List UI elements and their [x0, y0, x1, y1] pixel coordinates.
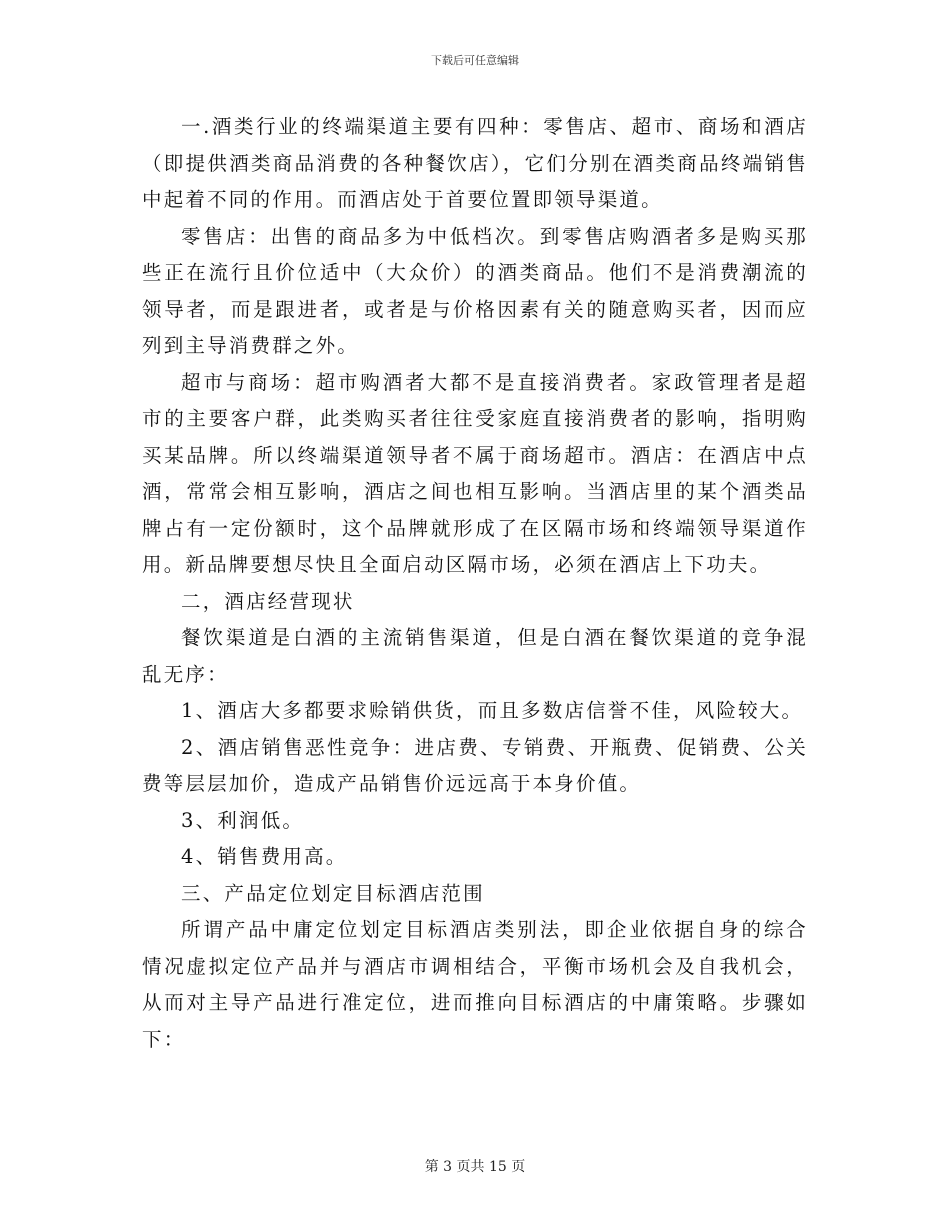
page-header: 下载后可任意编辑 — [431, 54, 519, 67]
paragraph-supermarket-mall: 超市与商场：超市购酒者大都不是直接消费者。家政管理者是超市的主要客户群，此类购买者往往受家庭直接消费者的影响，指明购买某品牌。所以终端渠道领导者不属于商场超市。酒店：在酒店中点酒，常常会相互影响，酒店之间也相互影响。当酒店里的某个酒类品牌占有一定份额时，这个品牌就形成了在区隔市场和终端领导渠道作用。新品牌要想尽快且全面启动区隔市场，必须在酒店上下功夫。 — [142, 370, 808, 576]
paragraph-retail-store: 零售店：出售的商品多为中低档次。到零售店购酒者多是购买那些正在流行且价位适中（大众价）的酒类商品。他们不是消费潮流的领导者，而是跟进者，或者是与价格因素有关的随意购买者，因而应列到主导消费群之外。 — [142, 224, 808, 357]
list-item-3: 3、利润低。 — [181, 808, 305, 832]
list-item-2: 2、酒店销售恶性竞争：进店费、专销费、开瓶费、促销费、公关费等层层加价，造成产品销售价远远高于本身价值。 — [142, 735, 808, 795]
list-item-1: 1、酒店大多都要求赊销供货，而且多数店信誉不佳，风险较大。 — [181, 699, 804, 722]
list-item-4: 4、销售费用高。 — [181, 845, 348, 868]
section-heading-hotel-status: 二，酒店经营现状 — [181, 589, 355, 613]
document-body — [142, 109, 808, 1058]
section-heading-positioning: 三、产品定位划定目标酒店范围 — [181, 881, 485, 905]
page-number-footer: 第 3 页共 15 页 — [424, 1159, 526, 1175]
paragraph-positioning-method: 所谓产品中庸定位划定目标酒店类别法，即企业依据自身的综合情况虚拟定位产品并与酒店市调相结合，平衡市场机会及自我机会，从而对主导产品进行准定位，进而推向目标酒店的中庸策略。步骤如下： — [142, 918, 808, 1051]
paragraph-catering-channel: 餐饮渠道是白酒的主流销售渠道，但是白酒在餐饮渠道的竞争混乱无序： — [142, 626, 808, 686]
paragraph-terminal-channels: 一.酒类行业的终端渠道主要有四种：零售店、超市、商场和酒店（即提供酒类商品消费的各种餐饮店），它们分别在酒类商品终端销售中起着不同的作用。而酒店处于首要位置即领导渠道。 — [142, 115, 808, 211]
